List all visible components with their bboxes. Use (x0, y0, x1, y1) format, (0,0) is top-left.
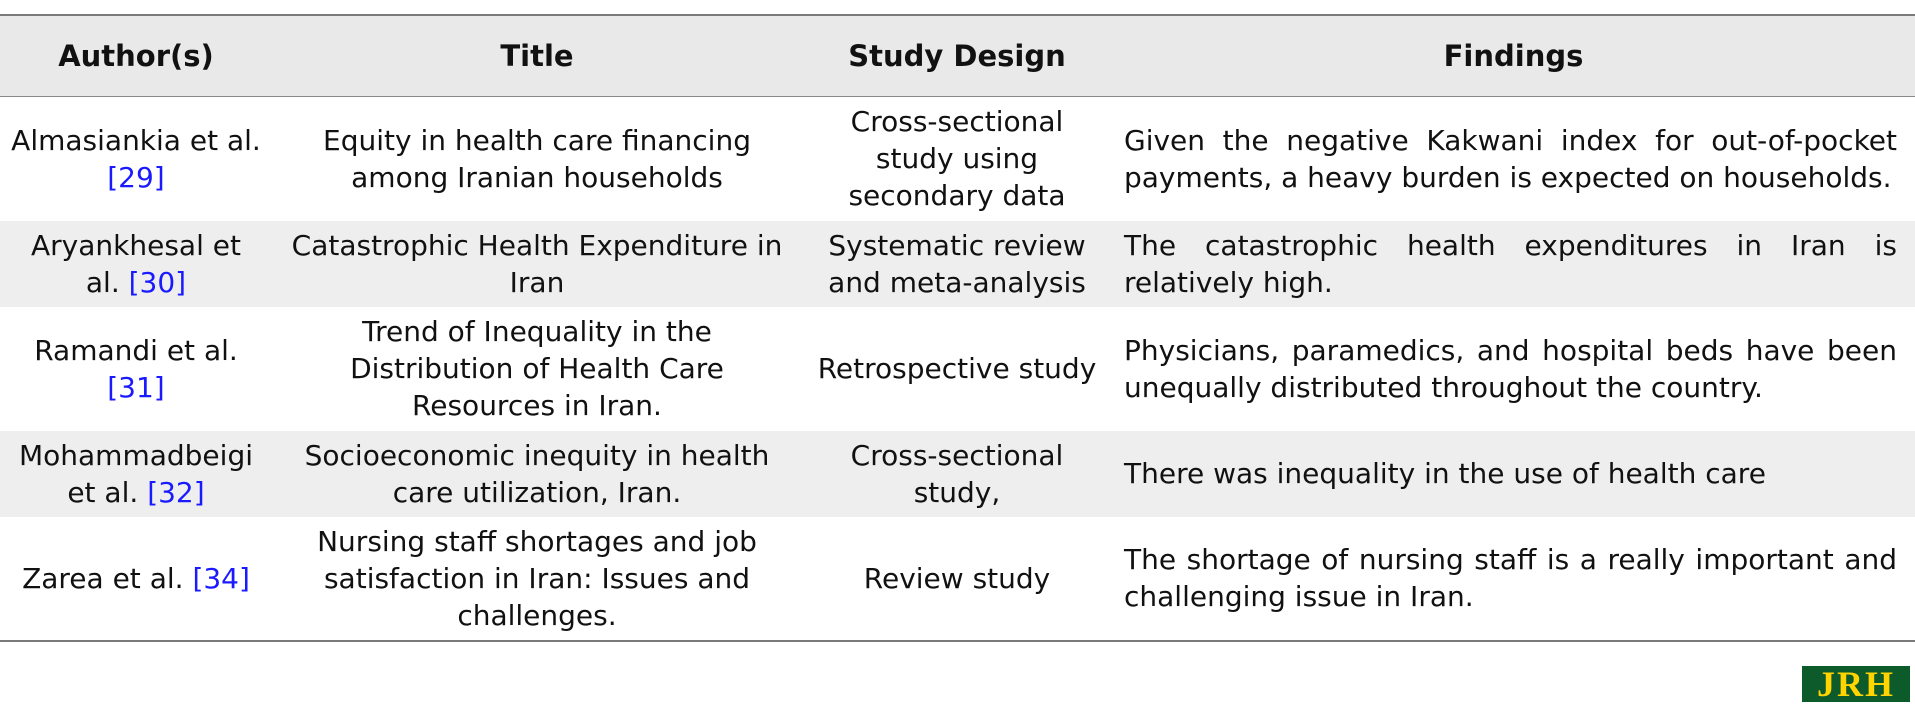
table-row (0, 97, 1915, 221)
findings-cell: The shortage of nursing staff is a really important and challenging issue in Iran. (1124, 543, 1897, 613)
title-cell: Socioeconomic inequity in health care utilization, Iran. (272, 431, 802, 517)
title-cell: Equity in health care financing among Iranian households (323, 123, 751, 194)
header-authors: Author(s) (0, 15, 272, 97)
author-cell (0, 221, 272, 307)
logo-text: JRH (1817, 664, 1895, 704)
author-cell (0, 307, 272, 431)
title-cell: Trend of Inequality in the Distribution of Health Care Resources in Iran. (350, 315, 724, 422)
jrh-logo (1800, 662, 1912, 706)
findings-cell: The catastrophic health expenditures in Iran is relatively high. (1112, 221, 1915, 307)
header-study-design: Study Design (802, 15, 1112, 97)
author-cell (0, 97, 272, 221)
author-name: Aryankhesal et al. (31, 228, 241, 299)
table-row (0, 431, 1915, 517)
author-cell (0, 517, 272, 641)
design-cell: Cross-sectional study using secondary data (848, 105, 1066, 213)
findings-cell: Given the negative Kakwani index for out-of-pocket payments, a heavy burden is expected on households. (1124, 123, 1897, 194)
citation-link[interactable]: [30] (128, 265, 187, 299)
design-cell: Systematic review and meta-analysis (802, 221, 1112, 307)
design-cell: Review study (863, 561, 1051, 595)
author-cell (0, 431, 272, 517)
citation-link[interactable]: [31] (107, 370, 165, 404)
citation-link[interactable]: [29] (107, 160, 165, 194)
citation-link[interactable]: [34] (192, 561, 250, 595)
study-table (0, 14, 1915, 642)
jrh-logo-mark (1800, 662, 1912, 706)
design-cell: Cross-sectional study, (802, 431, 1112, 517)
table-row (0, 307, 1915, 431)
author-name: Zarea et al. (22, 561, 184, 595)
title-cell: Nursing staff shortages and job satisfaction in Iran: Issues and challenges. (317, 524, 757, 632)
author-name: Almasiankia et al. (11, 123, 261, 157)
author-name: Mohammadbeigi et al. (18, 438, 253, 509)
findings-cell: There was inequality in the use of health care (1112, 431, 1915, 517)
author-name: Ramandi et al. (34, 333, 238, 367)
table-header-row (0, 15, 1915, 97)
header-title: Title (272, 15, 802, 97)
table-row (0, 517, 1915, 641)
header-findings: Findings (1112, 15, 1915, 97)
table-row (0, 221, 1915, 307)
design-cell: Retrospective study (817, 352, 1097, 385)
citation-link[interactable]: [32] (147, 475, 205, 509)
findings-cell: Physicians, paramedics, and hospital beds have been unequally distributed throughout the country. (1124, 333, 1897, 404)
title-cell: Catastrophic Health Expenditure in Iran (272, 221, 802, 307)
